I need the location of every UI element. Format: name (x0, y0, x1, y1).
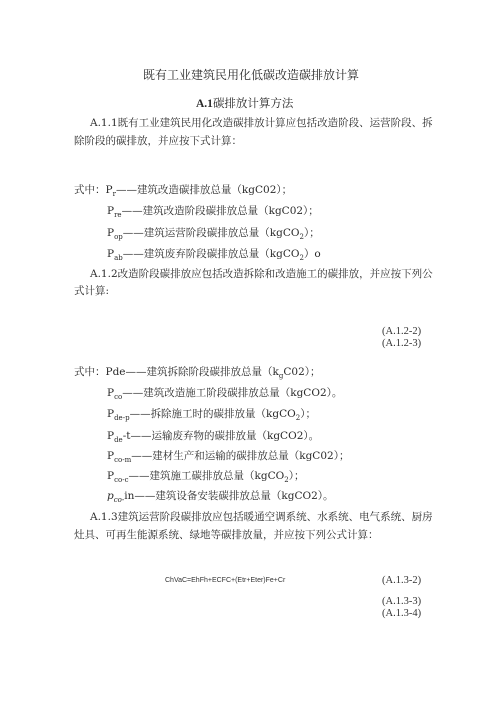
clause-a-1-2 (90, 267, 433, 281)
equation-label: (A.1.3-2) (382, 575, 422, 586)
where-item: $P_{co-c}——$建筑施工碳排放总量（kgCO$_2$）； (107, 470, 305, 484)
formula: ChVaC=EhFh+ECFC+(Etr+Eter)Fe+Cr (165, 577, 286, 584)
clause-a-1-3 (90, 510, 433, 524)
where-item: $P_{de}-t——$运输废弃物的碳排放量（kgCO2）。 (107, 430, 320, 444)
where-item: $P_{re}——$建筑改造阶段碳排放总量（kgC02）； (107, 205, 319, 219)
clause-text: 既有工业建筑民用化改造碳排放计算应包括改造阶段、运营阶段、拆 (117, 117, 433, 129)
clause-number: A.1.2 (90, 268, 118, 280)
where-item: $P_{co-m}——$建材生产和运输的碳排放总量（kgC02）； (107, 450, 350, 464)
where-item: 式中：$P_r——$建筑改造碳排放总量（kgC02）； (74, 184, 293, 198)
section-number: A.1 (196, 98, 213, 110)
where-item: $P_{ab}——$建筑废弃阶段碳排放总量（kgCO$_2$）o (107, 248, 321, 262)
where-item: $P_{co}——$建筑改造施工阶段碳排放总量（kgCO2）。 (107, 387, 343, 401)
clause-number: A.1.1 (90, 117, 118, 129)
clause-text: 建筑运营阶段碳排放应包括暖通空调系统、水系统、电气系统、厨房 (117, 511, 433, 523)
where-item: $P_{op}——$建筑运营阶段碳排放总量（kgCO$_2$）； (107, 227, 320, 241)
clause-text: 改造阶段碳排放应包括改造拆除和改造施工的碳排放，并应按下列公 (117, 268, 433, 280)
clause-a-1-3-cont: 灶具、可再生能源系统、绿地等碳排放量，并应按下列公式计算： (74, 529, 379, 541)
clause-a-1-1 (90, 116, 433, 130)
equation-label: (A.1.2-2)(A.1.2-3) (382, 326, 422, 349)
where-item: $p_{co-}in——$建筑设备安装碳排放总量（kgCO2）。 (107, 490, 334, 504)
section-heading (196, 95, 293, 111)
clause-a-1-1-cont: 除阶段的碳排放，并应按下式计算： (74, 135, 242, 147)
equation-label: (A.1.3-3)(A.1.3-4) (382, 596, 422, 619)
section-title: 碳排放计算方法 (212, 96, 294, 110)
where-item: 式中：Pde——建筑拆除阶段碳排放总量$(k_gC02)$； (74, 366, 321, 380)
where-item: $P_{de-p}——$拆除施工时的碳排放量（kgCO$_2$）； (107, 408, 317, 422)
document-title: 既有工业建筑民用化低碳改造碳排放计算 (143, 68, 360, 82)
clause-number: A.1.3 (90, 511, 118, 523)
clause-a-1-2-cont: 式计算: (74, 285, 110, 297)
